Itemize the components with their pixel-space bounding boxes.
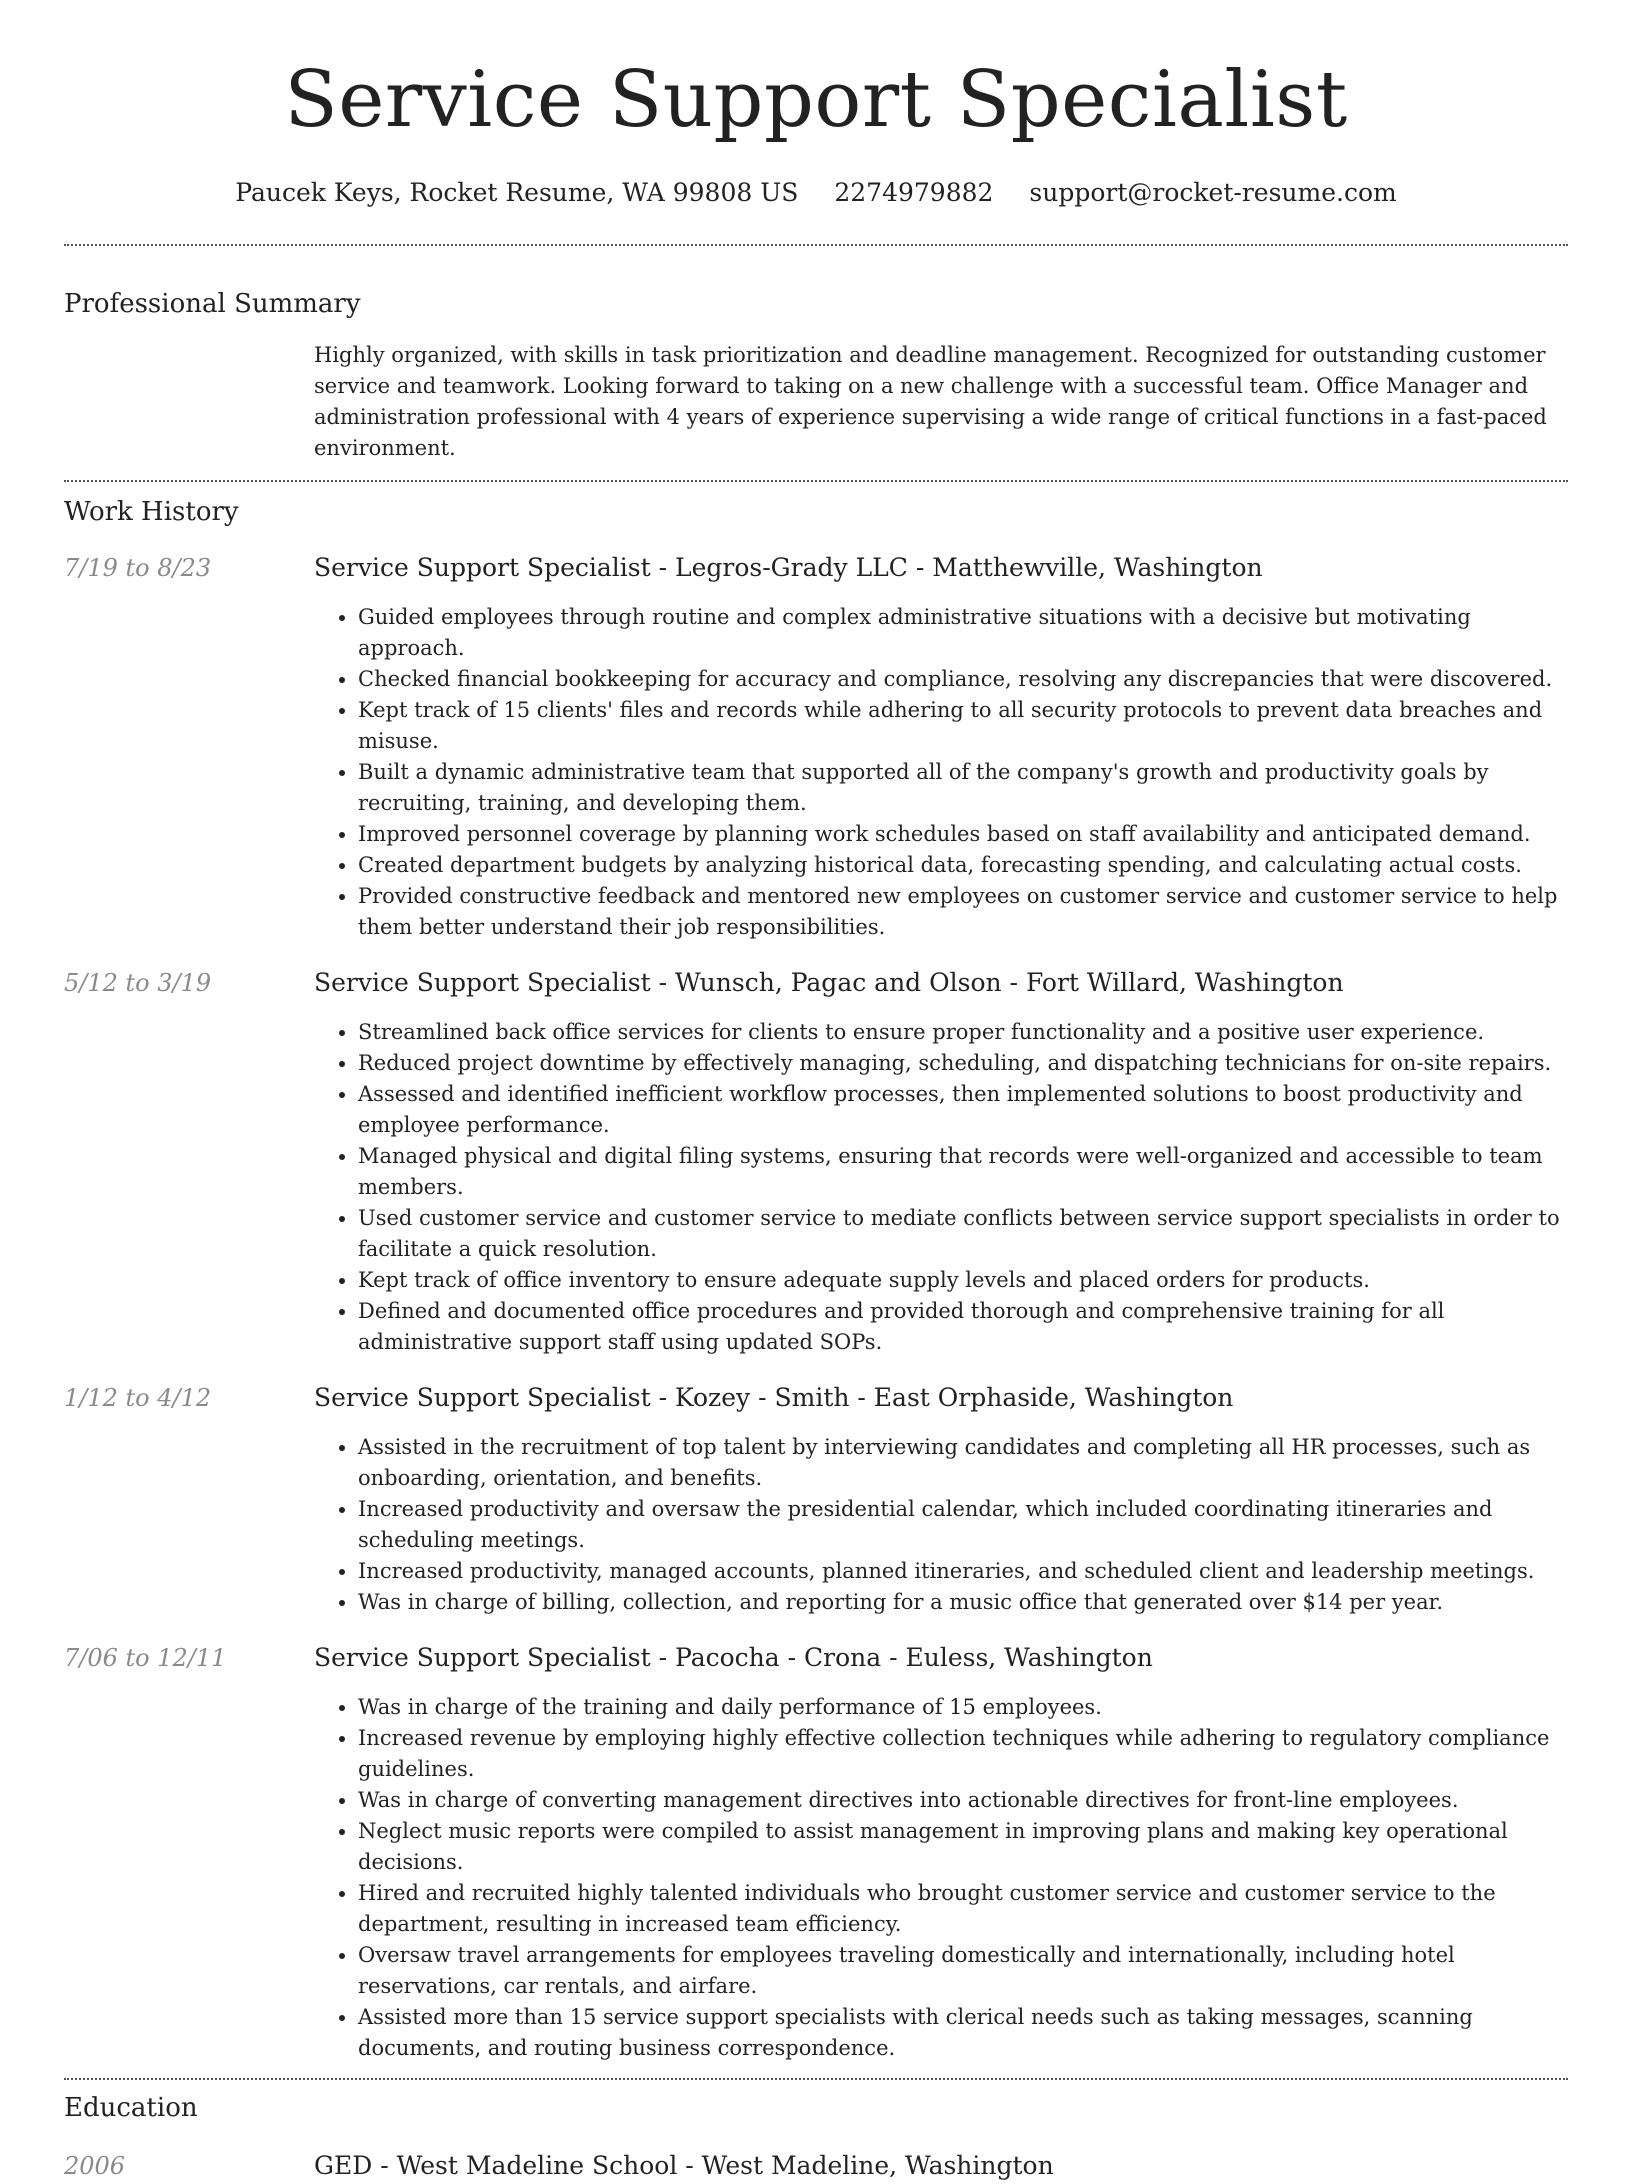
job-bullet: • Was in charge of the training and daily performance of 15 employees. bbox=[358, 1692, 1568, 1723]
job-bullet: • Assisted more than 15 service support specialists with clerical needs such as taking messages, scanning documents, and routing business correspondence. bbox=[358, 2002, 1568, 2064]
contact-line bbox=[64, 176, 1568, 210]
job-bullet: • Provided constructive feedback and mentored new employees on customer service and customer service to help them better understand their job responsibilities. bbox=[358, 881, 1568, 943]
job-bullet: • Increased productivity and oversaw the presidential calendar, which included coordinating itineraries and scheduling meetings. bbox=[358, 1494, 1568, 1556]
job-bullet: • Streamlined back office services for clients to ensure proper functionality and a positive user experience. bbox=[358, 1017, 1568, 1048]
job-dates: 7/06 to 12/11 bbox=[64, 1644, 227, 1672]
job-entry bbox=[64, 1640, 1568, 2064]
job-title: Service Support Specialist - Kozey - Smith - East Orphaside, Washington bbox=[314, 1383, 1234, 1412]
job-bullet: • Kept track of office inventory to ensure adequate supply levels and placed orders for products. bbox=[358, 1265, 1568, 1296]
job-bullet: • Reduced project downtime by effectively managing, scheduling, and dispatching technicians for on-site repairs. bbox=[358, 1048, 1568, 1079]
education-section bbox=[64, 2080, 1568, 2184]
job-bullet: • Improved personnel coverage by planning work schedules based on staff availability and anticipated demand. bbox=[358, 819, 1568, 850]
job-title: Service Support Specialist - Pacocha - Crona - Euless, Washington bbox=[314, 1643, 1153, 1672]
work-history-section bbox=[64, 482, 1568, 2064]
job-bullet: • Defined and documented office procedures and provided thorough and comprehensive training for all administrative support staff using updated SOPs. bbox=[358, 1296, 1568, 1358]
contact-phone: 2274979882 bbox=[834, 178, 994, 207]
job-bullet: • Built a dynamic administrative team that supported all of the company's growth and productivity goals by recruiting, training, and developing them. bbox=[358, 757, 1568, 819]
job-bullet: • Increased productivity, managed accounts, planned itineraries, and scheduled client and leadership meetings. bbox=[358, 1556, 1568, 1587]
job-body bbox=[314, 1640, 1568, 2064]
job-bullet: • Increased revenue by employing highly effective collection techniques while adhering to regulatory compliance guidelines. bbox=[358, 1723, 1568, 1785]
job-bullet: • Checked financial bookkeeping for accuracy and compliance, resolving any discrepancies that were discovered. bbox=[358, 664, 1568, 695]
job-bullet: • Oversaw travel arrangements for employees traveling domestically and internationally, including hotel reservations, car rentals, and airfare. bbox=[358, 1940, 1568, 2002]
education-dates: 2006 bbox=[64, 2152, 126, 2180]
job-body bbox=[314, 965, 1568, 1358]
education-heading: Education bbox=[64, 2093, 198, 2123]
job-list bbox=[64, 550, 1568, 2064]
summary-section bbox=[64, 246, 1568, 480]
contact-address: Paucek Keys, Rocket Resume, WA 99808 US bbox=[235, 178, 799, 207]
job-title: Service Support Specialist - Wunsch, Pagac and Olson - Fort Willard, Washington bbox=[314, 968, 1344, 997]
job-bullet: • Assessed and identified inefficient workflow processes, then implemented solutions to boost productivity and employee performance. bbox=[358, 1079, 1568, 1141]
education-list bbox=[64, 2148, 1568, 2184]
job-bullet: • Created department budgets by analyzing historical data, forecasting spending, and calculating actual costs. bbox=[358, 850, 1568, 881]
job-bullet: • Managed physical and digital filing systems, ensuring that records were well-organized and accessible to team members. bbox=[358, 1141, 1568, 1203]
work-history-heading: Work History bbox=[64, 497, 239, 527]
job-entry bbox=[64, 965, 1568, 1358]
job-bullet-list bbox=[314, 1017, 1568, 1358]
job-bullet-list bbox=[314, 1692, 1568, 2064]
job-bullet: • Kept track of 15 clients' files and records while adhering to all security protocols to prevent data breaches and misuse. bbox=[358, 695, 1568, 757]
resume-header bbox=[64, 0, 1568, 210]
job-dates: 7/19 to 8/23 bbox=[64, 554, 212, 582]
job-bullet: • Hired and recruited highly talented individuals who brought customer service and customer service to the department, resulting in increased team efficiency. bbox=[358, 1878, 1568, 1940]
job-bullet: • Neglect music reports were compiled to assist management in improving plans and making key operational decisions. bbox=[358, 1816, 1568, 1878]
job-bullet: • Was in charge of billing, collection, and reporting for a music office that generated over $14 per year. bbox=[358, 1587, 1568, 1618]
summary-text: Highly organized, with skills in task prioritization and deadline management. Recognized for outstanding customer service and teamwork. Looking forward to taking on a new challenge with a successful team. Office Manager and administration professional with 4 years of experience supervising a wide range of critical functions in a fast-paced environment. bbox=[314, 343, 1547, 460]
education-title: GED - West Madeline School - West Madeline, Washington bbox=[314, 2151, 1054, 2180]
job-bullet: • Was in charge of converting management directives into actionable directives for front-line employees. bbox=[358, 1785, 1568, 1816]
job-entry bbox=[64, 550, 1568, 943]
education-entry bbox=[64, 2148, 1568, 2184]
job-bullet-list bbox=[314, 1432, 1568, 1618]
job-dates: 5/12 to 3/19 bbox=[64, 969, 212, 997]
resume-title: Service Support Specialist bbox=[284, 55, 1348, 145]
job-body bbox=[314, 550, 1568, 943]
contact-email: support@rocket-resume.com bbox=[1029, 178, 1397, 207]
job-title: Service Support Specialist - Legros-Grady LLC - Matthewville, Washington bbox=[314, 553, 1263, 582]
job-bullet-list bbox=[314, 602, 1568, 943]
job-bullet: • Guided employees through routine and complex administrative situations with a decisive but motivating approach. bbox=[358, 602, 1568, 664]
job-bullet: • Used customer service and customer service to mediate conflicts between service support specialists in order to facilitate a quick resolution. bbox=[358, 1203, 1568, 1265]
job-bullet: • Assisted in the recruitment of top talent by interviewing candidates and completing all HR processes, such as onboarding, orientation, and benefits. bbox=[358, 1432, 1568, 1494]
job-entry bbox=[64, 1380, 1568, 1618]
summary-heading: Professional Summary bbox=[64, 289, 361, 319]
job-body bbox=[314, 1380, 1568, 1618]
job-dates: 1/12 to 4/12 bbox=[64, 1384, 212, 1412]
